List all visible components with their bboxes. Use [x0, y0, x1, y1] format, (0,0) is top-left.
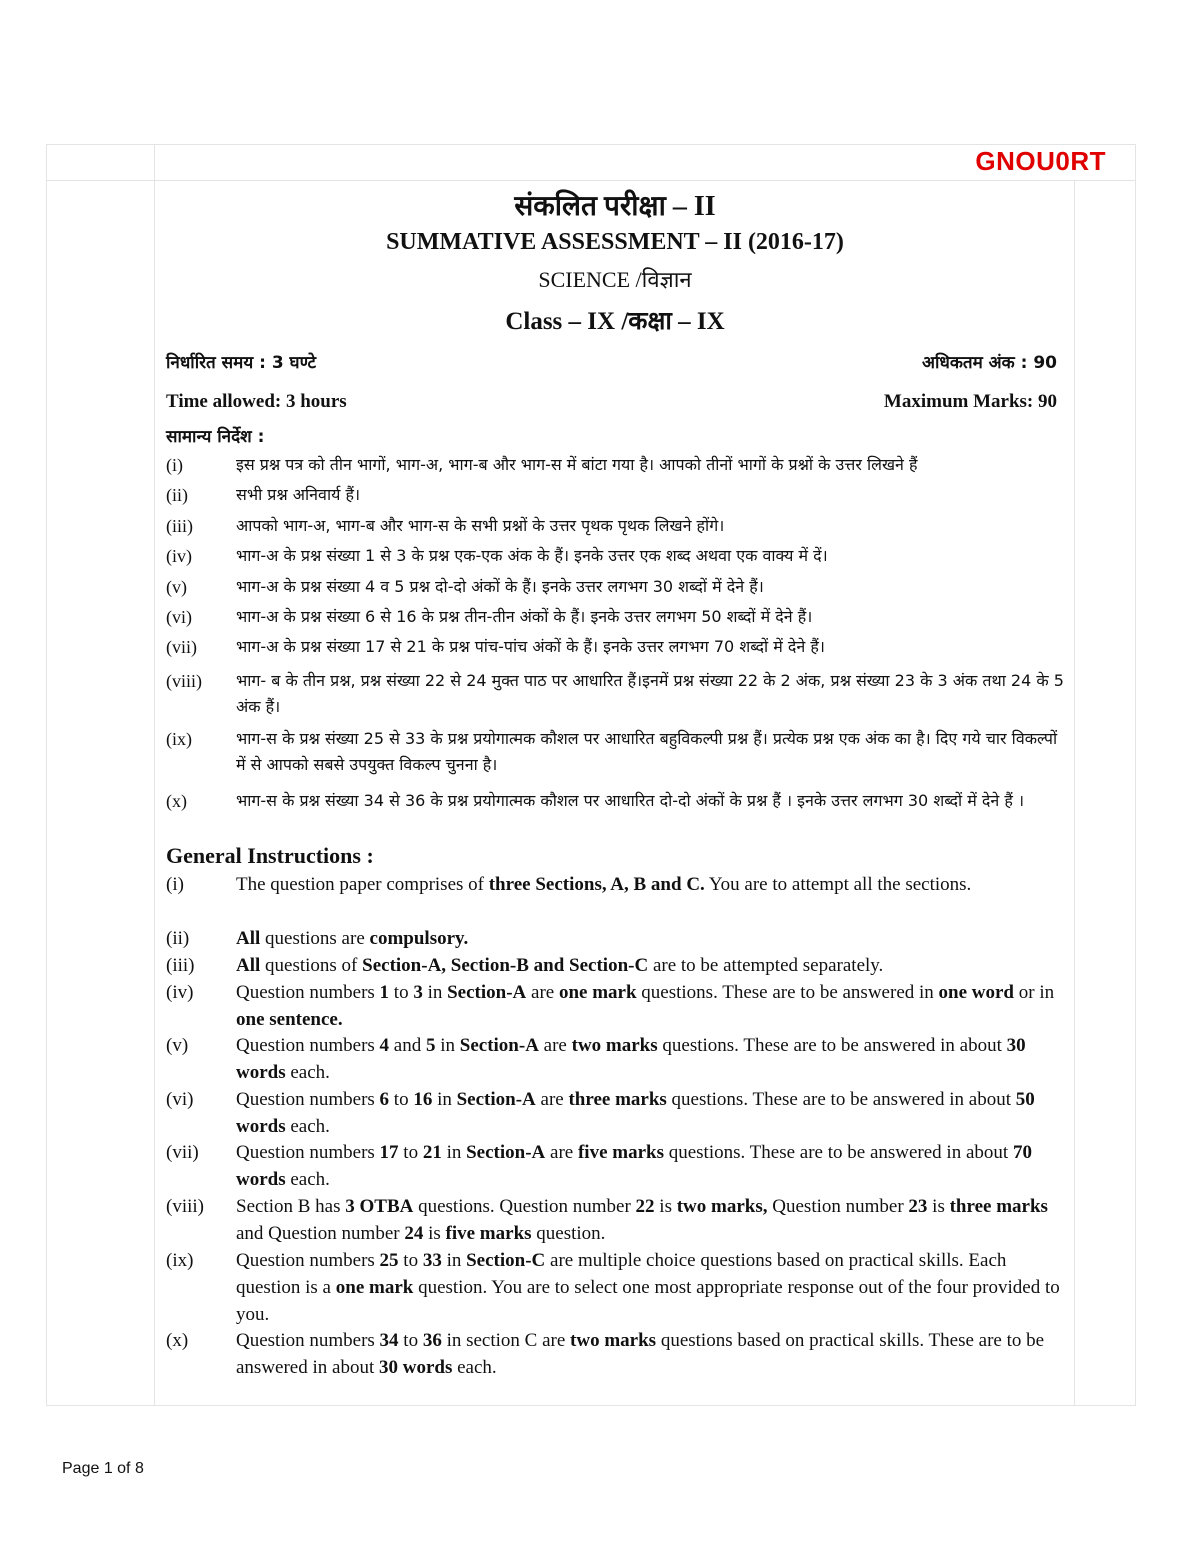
table-top-border [46, 144, 1136, 145]
subject: SCIENCE /विज्ञान [538, 267, 692, 292]
instruction-number: (ii) [166, 485, 188, 505]
instruction-number: (x) [166, 1330, 189, 1351]
instruction-number: (vii) [166, 637, 197, 657]
instruction-text: भाग-अ के प्रश्न संख्या 1 से 3 के प्रश्न एक-एक अंक के हैं। इनके उत्तर एक शब्द अथवा एक वाक्य में दें। [236, 546, 828, 565]
instruction-number: (i) [166, 874, 184, 895]
instruction-number: (iii) [166, 955, 195, 976]
table-left-border [46, 144, 47, 1405]
table-bottom-border [46, 1405, 1136, 1406]
instruction-number: (iv) [166, 982, 194, 1003]
instruction-number: (ix) [166, 1250, 194, 1271]
instruction-text: Question numbers 25 to 33 in Section-C are multiple choice questions based on practical skills. Each question is a one mark question. You are to select one most appropriate response out of the four provided to you. [236, 1250, 1060, 1325]
table-row-border [46, 180, 1136, 181]
table-inner-border-right [1074, 180, 1075, 1405]
time-hindi: निर्धारित समय : 3 घण्टे [166, 353, 317, 373]
instruction-number: (v) [166, 577, 187, 597]
instruction-text: All questions are compulsory. [236, 928, 469, 949]
instruction-number: (ix) [166, 729, 192, 749]
instruction-number: (iii) [166, 516, 193, 536]
instruction-number: (viii) [166, 671, 202, 691]
instruction-text: All questions of Section-A, Section-B and Section-C are to be attempted separately. [236, 955, 884, 976]
instruction-text: Question numbers 6 to 16 in Section-A are three marks questions. These are to be answered in about 50 words each. [236, 1089, 1035, 1137]
marks-hindi: अधिकतम अंक : 90 [921, 353, 1057, 373]
instruction-text: भाग-अ के प्रश्न संख्या 4 व 5 प्रश्न दो-दो अंकों के हैं। इनके उत्तर लगभग 30 शब्दों में देने हैं। [236, 577, 764, 596]
paper-code: GNOU0RT [975, 146, 1106, 176]
instruction-text: भाग- ब के तीन प्रश्न, प्रश्न संख्या 22 से 24 मुक्त पाठ पर आधारित हैं।इनमें प्रश्न संख्या 22 के 2 अंक, प्रश्न संख्या 23 के 3 अंक तथा 24 के 5 अंक हैं। [236, 671, 1064, 716]
instruction-text: भाग-स के प्रश्न संख्या 34 से 36 के प्रश्न प्रयोगात्मक कौशल पर आधारित दो-दो अंकों के प्रश्न हैं । इनके उत्तर लगभग 30 शब्दों में देने हैं । [236, 791, 1025, 810]
instruction-number: (v) [166, 1035, 189, 1056]
instruction-text: Section B has 3 OTBA questions. Question number 22 is two marks, Question number 23 is three marks and Question number 24 is five marks question. [236, 1196, 1048, 1244]
instruction-text: इस प्रश्न पत्र को तीन भागों, भाग-अ, भाग-ब और भाग-स में बांटा गया है। आपको तीनों भागों के प्रश्नों के उत्तर लिखने हैं [236, 455, 918, 474]
instruction-text: Question numbers 17 to 21 in Section-A are five marks questions. These are to be answered in about 70 words each. [236, 1142, 1032, 1190]
hindi-instructions-heading: सामान्य निर्देश : [166, 427, 265, 447]
marks-english: Maximum Marks: 90 [883, 391, 1057, 412]
instruction-number: (i) [166, 455, 183, 475]
instruction-number: (viii) [166, 1196, 204, 1217]
instruction-number: (x) [166, 791, 187, 811]
instruction-number: (vi) [166, 607, 192, 627]
instruction-text: Question numbers 34 to 36 in section C are two marks questions based on practical skills. These are to be answered in about 30 words each. [236, 1330, 1045, 1378]
class-title: Class – IX /कक्षा – IX [505, 308, 725, 335]
table-right-border [1135, 144, 1136, 1405]
instruction-number: (ii) [166, 928, 190, 949]
instruction-number: (vii) [166, 1142, 199, 1163]
instruction-text: आपको भाग-अ, भाग-ब और भाग-स के सभी प्रश्नों के उत्तर पृथक पृथक लिखने होंगे। [236, 516, 725, 535]
instruction-text: भाग-अ के प्रश्न संख्या 6 से 16 के प्रश्न तीन-तीन अंकों के हैं। इनके उत्तर लगभग 50 शब्दों में देने हैं। [236, 607, 813, 626]
instruction-text: Question numbers 4 and 5 in Section-A are two marks questions. These are to be answered in about 30 words each. [236, 1035, 1026, 1083]
instruction-text: सभी प्रश्न अनिवार्य हैं। [236, 485, 361, 504]
instruction-text: The question paper comprises of three Sections, A, B and C. You are to attempt all the sections. [236, 874, 972, 895]
instruction-number: (iv) [166, 546, 192, 566]
title-english: SUMMATIVE ASSESSMENT – II (2016-17) [386, 229, 844, 255]
general-instructions-heading: General Instructions : [166, 843, 374, 868]
instruction-text: भाग-अ के प्रश्न संख्या 17 से 21 के प्रश्न पांच-पांच अंकों के हैं। इनके उत्तर लगभग 70 शब्दों में देने हैं। [236, 637, 825, 656]
instruction-number: (vi) [166, 1089, 194, 1110]
title-hindi: संकलित परीक्षा – II [514, 191, 716, 222]
page-number: Page 1 of 8 [62, 1460, 144, 1477]
time-english: Time allowed: 3 hours [166, 391, 347, 412]
instruction-text: भाग-स के प्रश्न संख्या 25 से 33 के प्रश्न प्रयोगात्मक कौशल पर आधारित बहुविकल्पी प्रश्न हैं। प्रत्येक प्रश्न एक अंक का है। दिए गये चार विकल्पों में से आपको सबसे उपयुक्त विकल्प चुनना है। [236, 729, 1058, 774]
instruction-text: Question numbers 1 to 3 in Section-A are one mark questions. These are to be answered in one word or in one sentence. [236, 982, 1055, 1030]
